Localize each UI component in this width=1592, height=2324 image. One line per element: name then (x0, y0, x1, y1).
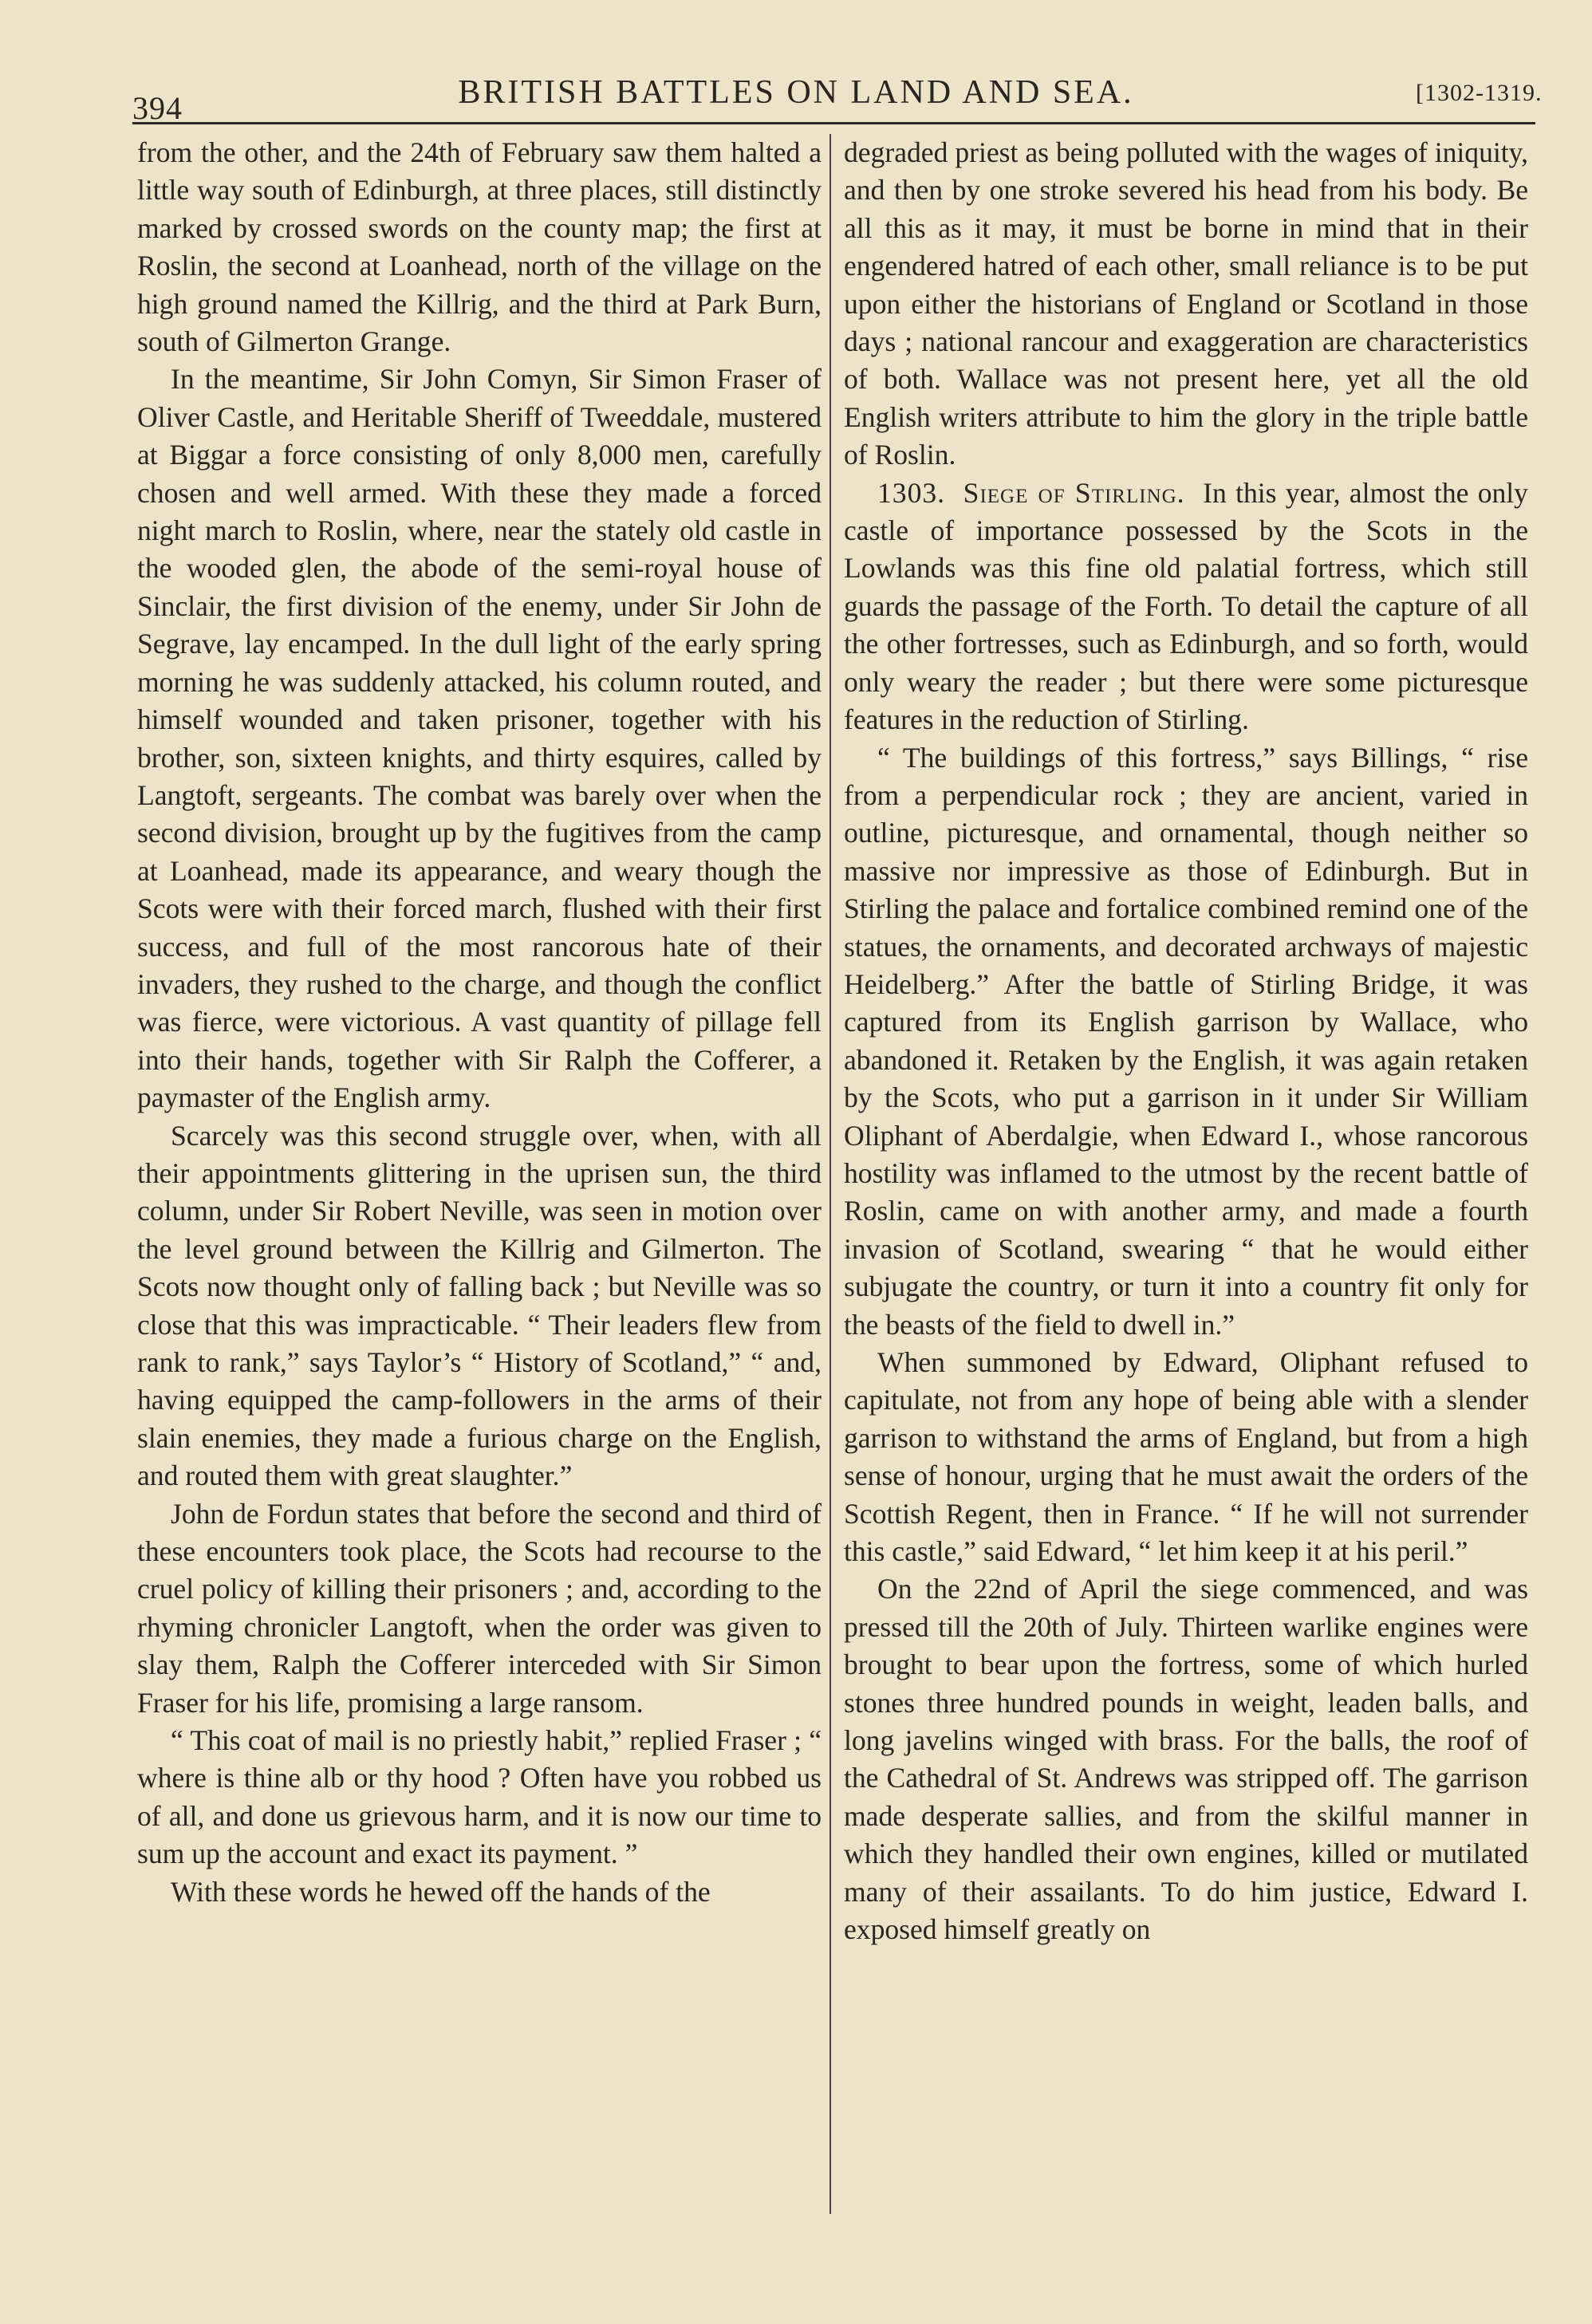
paragraph: from the other, and the 24th of February saw them halted a little way south of Edinburgh, at three places, still distinctly marked by crossed swords on the county map; the first at Roslin, the second at Loanhead, north of the village on the high ground named the Killrig, and the third at Park Burn, south of Gilmerton Grange. (137, 136, 822, 358)
paragraph: In the meantime, Sir John Comyn, Sir Simon Fraser of Oliver Castle, and Heritable Sheriff of Tweeddale, mustered at Biggar a force consisting of only 8,000 men, carefully chosen and well armed. With these they made a forced night march to Roslin, where, near the stately old castle in the wooded glen, the abode of the semi-royal house of Sinclair, the first division of the enemy, under Sir John de Segrave, lay encamped. In the dull light of the early spring morning he was suddenly attacked, his column routed, and himself wounded and taken prisoner, together with his brother, son, sixteen knights, and thirty esquires, called by Langtoft, sergeants. The combat was barely over when the second division, brought up by the fugitives from the camp at Loanhead, made its appearance, and weary though the Scots were with their forced march, flushed with their first success, and full of the most rancorous hate of their invaders, they rushed to the charge, and though the conflict was fierce, were victorious. A vast quantity of pillage fell into their hands, together with Sir Ralph the Cofferer, a paymaster of the English army. (137, 363, 822, 1114)
paragraph: degraded priest as being polluted with the wages of iniquity, and then by one stroke severed his head from his body. Be all this as it may, it must be borne in mind that in their engendered hatred of each other, small reliance is to be put upon either the historians of England or Scotland in those days ; national rancour and exaggeration are characteristics of both. Wallace was not present here, yet all the old English writers attribute to him the glory in the triple battle of Roslin. (844, 136, 1528, 471)
section-year: 1303. (877, 476, 946, 509)
date-range: [1302-1319. (1416, 80, 1543, 106)
paragraph: “ This coat of mail is no priestly habit,” replied Fraser ; “ where is thine alb or thy hood ? Often have you robbed us of all, and done us grievous harm, and it is now our time to sum up the account and exact its payment. ” (137, 1724, 822, 1870)
page-number: 394 (132, 90, 183, 126)
header-rule (132, 122, 1535, 124)
column-divider (829, 134, 831, 2214)
paragraph: When summoned by Edward, Oliphant refused to capitulate, not from any hope of being able with a slender garrison to withstand the arms of England, but from a high sense of honour, urging that he must await the orders of the Scottish Regent, then in France. “ If he will not surrender this castle,” said Edward, “ let him keep it at his peril.” (844, 1346, 1528, 1568)
section-text: In this year, almost the only castle of importance possessed by the Scots in the Lowlands was this fine old palatial fortress, which still guards the passage of the Forth. To detail the capture of all the other fortresses, such as Edinburgh, and so forth, would only weary the reader ; but there were some picturesque features in the reduction of Stirling. (844, 476, 1528, 736)
left-column (137, 134, 822, 2224)
paragraph: John de Fordun states that before the second and third of these encounters took place, the Scots had recourse to the cruel policy of killing their prisoners ; and, according to the rhyming chronicler Langtoft, when the order was given to slay them, Ralph the Cofferer interceded with Sir Simon Fraser for his life, promising a large ransom. (137, 1497, 822, 1719)
paragraph: On the 22nd of April the siege commenced, and was pressed till the 20th of July. Thirteen warlike engines were brought to bear upon the fortress, some of which hurled stones three hundred pounds in weight, leaden balls, and long javelins winged with brass. For the balls, the roof of the Cathedral of St. Andrews was stripped off. The garrison made desperate sallies, and from the skilful manner in which they handled their own engines, killed or mutilated many of their assailants. To do him justice, Edward I. exposed himself greatly on (844, 1573, 1528, 1946)
running-head (0, 0, 1592, 128)
right-column (844, 134, 1528, 2224)
section-paragraph (844, 475, 1528, 739)
running-title: BRITISH BATTLES ON LAND AND SEA. (458, 74, 1134, 111)
paragraph: With these words he hewed off the hands of the (171, 1875, 711, 1908)
paragraph: “ The buildings of this fortress,” says Billings, “ rise from a perpendicular rock ; they are ancient, varied in outline, picturesque, and ornamental, though neither so massive nor impressive as those of Edinburgh. But in Stirling the palace and fortalice combined remind one of the statues, the ornaments, and decorated archways of majestic Heidelberg.” After the battle of Stirling Bridge, it was captured from its English garrison by Wallace, who abandoned it. Retaken by the English, it was again retaken by the Scots, who put a garrison in it under Sir William Oliphant of Aberdalgie, when Edward I., whose rancorous hostility was inflamed to the utmost by the recent battle of Roslin, came on with another army, and made a fourth invasion of Scotland, swearing “ that he would either subjugate the country, or turn it into a country fit only for the beasts of the field to dwell in.” (844, 741, 1528, 1341)
section-heading: Siege of Stirling. (963, 476, 1185, 509)
paragraph: Scarcely was this second struggle over, when, with all their appointments glittering in the uprisen sun, the third column, under Sir Robert Neville, was seen in motion over the level ground between the Killrig and Gilmerton. The Scots now thought only of falling back ; but Neville was so close that this was impracticable. “ Their leaders flew from rank to rank,” says Taylor’s “ History of Scotland,” “ and, having equipped the camp-followers in the arms of their slain enemies, they made a furious charge on the English, and routed them with great slaughter.” (137, 1119, 822, 1492)
